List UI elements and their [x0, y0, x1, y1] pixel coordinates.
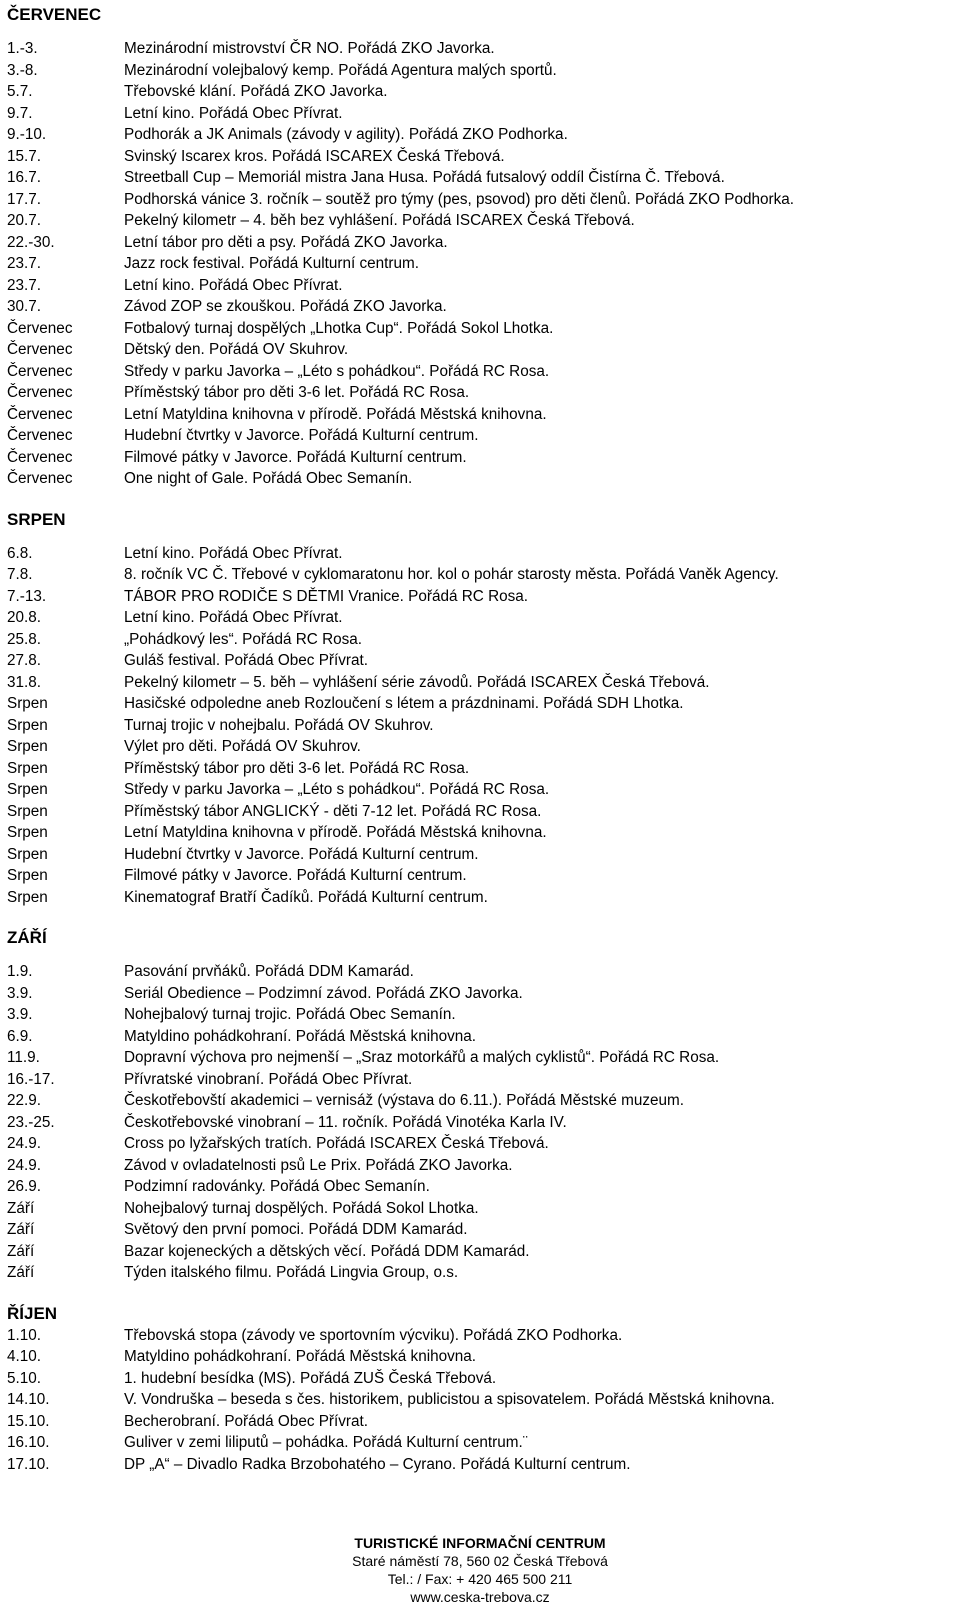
event-description: Podzimní radovánky. Pořádá Obec Semanín. — [124, 1178, 430, 1195]
event-description: Letní tábor pro děti a psy. Pořádá ZKO Javorka. — [124, 233, 448, 251]
event-date: Září — [7, 1221, 35, 1238]
event-date: 16.-17. — [7, 1070, 55, 1088]
event-date: Srpen — [7, 781, 48, 798]
event-date: Srpen — [7, 716, 48, 734]
event-description: Fotbalový turnaj dospělých „Lhotka Cup“. Pořádá Sokol Lhotka. — [124, 319, 554, 337]
event-description: 1. hudební besídka (MS). Pořádá ZUŠ Česká Třebová. — [124, 1369, 497, 1387]
event-row — [7, 543, 947, 565]
event-date: 31.8. — [7, 673, 42, 691]
event-date: Srpen — [7, 824, 48, 841]
event-date: 15.7. — [7, 147, 42, 165]
event-date: 24.9. — [7, 1156, 42, 1174]
event-date: 23.7. — [7, 255, 42, 272]
event-description: Cross po lyžařských tratích. Pořádá ISCAREX Česká Třebová. — [124, 1135, 549, 1152]
event-description: Matyldino pohádkohraní. Pořádá Městská knihovna. — [124, 1027, 477, 1045]
event-date: 1.9. — [7, 963, 33, 980]
event-row — [7, 275, 947, 297]
event-description: Letní kino. Pořádá Obec Přívrat. — [124, 276, 343, 294]
event-date: Červenec — [7, 319, 73, 337]
event-description: Jazz rock festival. Pořádá Kulturní centrum. — [124, 255, 420, 272]
event-description: Guláš festival. Pořádá Obec Přívrat. — [124, 652, 369, 669]
event-date: 16.7. — [7, 169, 42, 186]
event-date: 4.10. — [7, 1348, 42, 1365]
event-description: Becherobraní. Pořádá Obec Přívrat. — [124, 1412, 369, 1430]
event-row — [7, 468, 947, 490]
event-row — [7, 60, 947, 82]
event-description: Nohejbalový turnaj trojic. Pořádá Obec Semanín. — [124, 1006, 456, 1023]
event-description: Letní Matyldina knihovna v přírodě. Pořádá Městská knihovna. — [124, 405, 547, 423]
event-row — [7, 629, 947, 651]
event-description: DP „A“ – Divadlo Radka Brzobohatého – Cyrano. Pořádá Kulturní centrum. — [124, 1455, 631, 1473]
event-row — [7, 564, 947, 586]
event-row — [7, 672, 947, 694]
event-date: 30.7. — [7, 298, 42, 315]
event-description: Příměstský tábor pro děti 3-6 let. Pořádá RC Rosa. — [124, 384, 470, 401]
event-description: 8. ročník VC Č. Třebové v cyklomaratonu hor. kol o pohár starosty města. Pořádá Vaněk Agency. — [124, 566, 779, 583]
event-date: Červenec — [7, 448, 73, 466]
event-date: Srpen — [7, 802, 48, 820]
event-description: Závod ZOP se zkouškou. Pořádá ZKO Javorka. — [124, 298, 447, 315]
event-row — [7, 586, 947, 608]
event-date: 3.9. — [7, 1006, 33, 1023]
event-description: TÁBOR PRO RODIČE S DĚTMI Vranice. Pořádá RC Rosa. — [124, 587, 529, 605]
event-date: 17.7. — [7, 190, 42, 208]
event-row — [7, 779, 947, 801]
event-row — [7, 318, 947, 340]
event-list — [7, 961, 947, 1284]
event-row — [7, 81, 947, 103]
event-description: Bazar kojeneckých a dětských věcí. Pořádá DDM Kamarád. — [124, 1242, 530, 1260]
event-description: Nohejbalový turnaj dospělých. Pořádá Sokol Lhotka. — [124, 1199, 479, 1217]
event-row — [7, 1411, 947, 1433]
event-description: Letní kino. Pořádá Obec Přívrat. — [124, 104, 343, 122]
event-row — [7, 361, 947, 383]
event-row — [7, 167, 947, 189]
event-description: Třebovská stopa (závody ve sportovním výcviku). Pořádá ZKO Podhorka. — [124, 1326, 623, 1344]
event-description: Hudební čtvrtky v Javorce. Pořádá Kulturní centrum. — [124, 845, 479, 863]
event-row — [7, 124, 947, 146]
event-row — [7, 1069, 947, 1091]
event-row — [7, 103, 947, 125]
event-row — [7, 253, 947, 275]
event-row — [7, 693, 947, 715]
event-list — [7, 543, 947, 909]
event-date: Červenec — [7, 470, 73, 487]
event-description: V. Vondruška – beseda s čes. historikem, publicistou a spisovatelem. Pořádá Městská knihovna. — [124, 1391, 775, 1408]
event-description: Filmové pátky v Javorce. Pořádá Kulturní centrum. — [124, 867, 467, 884]
event-date: Srpen — [7, 845, 48, 863]
event-date: 17.10. — [7, 1455, 50, 1473]
event-date: 7.8. — [7, 566, 33, 583]
event-description: Streetball Cup – Memoriál mistra Jana Husa. Pořádá futsalový oddíl Čistírna Č. Třebová. — [124, 169, 725, 186]
event-description: Týden italského filmu. Pořádá Lingvia Group, o.s. — [124, 1264, 459, 1281]
event-description: Mezinárodní volejbalový kemp. Pořádá Agentura malých sportů. — [124, 61, 557, 79]
event-date: 25.8. — [7, 630, 42, 648]
event-description: Turnaj trojic v nohejbalu. Pořádá OV Skuhrov. — [124, 716, 434, 734]
event-description: Třebovské klání. Pořádá ZKO Javorka. — [124, 83, 388, 100]
event-date: 23.7. — [7, 276, 42, 294]
event-description: Českotřebovské vinobraní – 11. ročník. Pořádá Vinotéka Karla IV. — [124, 1113, 567, 1131]
event-row — [7, 715, 947, 737]
event-description: Matyldino pohádkohraní. Pořádá Městská knihovna. — [124, 1348, 477, 1365]
event-description: Kinematograf Bratří Čadíků. Pořádá Kulturní centrum. — [124, 888, 488, 906]
event-description: Letní Matyldina knihovna v přírodě. Pořádá Městská knihovna. — [124, 824, 547, 841]
event-description: Výlet pro děti. Pořádá OV Skuhrov. — [124, 738, 361, 755]
event-date: 22.-30. — [7, 233, 55, 251]
event-date: 14.10. — [7, 1391, 50, 1408]
event-row — [7, 983, 947, 1005]
event-description: Středy v parku Javorka – „Léto s pohádkou“. Pořádá RC Rosa. — [124, 362, 550, 380]
event-description: Hasičské odpoledne aneb Rozloučení s létem a prázdninami. Pořádá SDH Lhotka. — [124, 695, 684, 712]
event-date: 23.-25. — [7, 1113, 55, 1131]
month-heading: ZÁŘÍ — [7, 928, 47, 947]
event-date: 22.9. — [7, 1092, 42, 1109]
footer-address: Staré náměstí 78, 560 02 Česká Třebová — [352, 1553, 608, 1569]
event-row — [7, 1090, 947, 1112]
event-description: Filmové pátky v Javorce. Pořádá Kulturní centrum. — [124, 448, 467, 466]
event-description: Příměstský tábor pro děti 3-6 let. Pořádá RC Rosa. — [124, 759, 470, 777]
footer-phone: Tel.: / Fax: + 420 465 500 211 — [387, 1571, 573, 1587]
event-date: Červenec — [7, 341, 73, 358]
event-date: Září — [7, 1264, 35, 1281]
event-description: Pekelný kilometr – 4. běh bez vyhlášení. Pořádá ISCAREX Česká Třebová. — [124, 212, 635, 229]
event-list — [7, 1325, 947, 1476]
event-description: One night of Gale. Pořádá Obec Semanín. — [124, 470, 413, 487]
month-heading: SRPEN — [7, 509, 66, 529]
event-date: 1.-3. — [7, 40, 38, 57]
event-description: Seriál Obedience – Podzimní závod. Pořádá ZKO Javorka. — [124, 984, 523, 1002]
event-date: 20.7. — [7, 212, 42, 229]
event-description: Českotřebovští akademici – vernisáž (výstava do 6.11.). Pořádá Městské muzeum. — [124, 1092, 684, 1109]
event-row — [7, 1262, 947, 1284]
event-row — [7, 1198, 947, 1220]
event-row — [7, 961, 947, 983]
event-date: Září — [7, 1199, 35, 1217]
event-row — [7, 607, 947, 629]
event-list — [7, 38, 947, 490]
month-section-rijen — [7, 1303, 947, 1476]
event-row — [7, 1325, 947, 1347]
event-row — [7, 425, 947, 447]
event-row — [7, 146, 947, 168]
event-row — [7, 1241, 947, 1263]
event-row — [7, 1176, 947, 1198]
month-heading: ČERVENEC — [7, 5, 102, 24]
event-date: Srpen — [7, 888, 48, 906]
event-row — [7, 801, 947, 823]
event-description: Dětský den. Pořádá OV Skuhrov. — [124, 341, 349, 358]
event-row — [7, 1026, 947, 1048]
month-section-srpen — [7, 509, 947, 909]
event-date: Září — [7, 1242, 35, 1260]
event-row — [7, 736, 947, 758]
event-description: Letní kino. Pořádá Obec Přívrat. — [124, 609, 343, 626]
event-row — [7, 865, 947, 887]
event-description: Světový den první pomoci. Pořádá DDM Kamarád. — [124, 1221, 468, 1238]
event-description: Pekelný kilometr – 5. běh – vyhlášení série závodů. Pořádá ISCAREX Česká Třebová. — [124, 673, 710, 691]
event-date: 3.9. — [7, 984, 33, 1002]
footer-website[interactable]: www.ceska-trebova.cz — [410, 1589, 550, 1605]
event-description: Příměstský tábor ANGLICKÝ - děti 7-12 let. Pořádá RC Rosa. — [124, 802, 542, 820]
event-description: „Pohádkový les“. Pořádá RC Rosa. — [124, 630, 363, 648]
event-date: 24.9. — [7, 1135, 42, 1152]
event-row — [7, 1004, 947, 1026]
event-description: Pasování prvňáků. Pořádá DDM Kamarád. — [124, 963, 414, 980]
event-description: Podhorák a JK Animals (závody v agility). Pořádá ZKO Podhorka. — [124, 126, 568, 143]
event-description: Přívratské vinobraní. Pořádá Obec Přívrat. — [124, 1070, 413, 1088]
event-row — [7, 822, 947, 844]
event-row — [7, 382, 947, 404]
month-section-cervenec — [7, 4, 947, 490]
event-row — [7, 296, 947, 318]
event-row — [7, 339, 947, 361]
event-description: Letní kino. Pořádá Obec Přívrat. — [124, 544, 343, 562]
event-row — [7, 1133, 947, 1155]
event-date: 5.7. — [7, 83, 33, 100]
event-row — [7, 447, 947, 469]
event-date: Srpen — [7, 695, 48, 712]
event-date: 6.9. — [7, 1027, 33, 1045]
event-row — [7, 1368, 947, 1390]
event-row — [7, 232, 947, 254]
event-date: 11.9. — [7, 1049, 40, 1066]
event-row — [7, 1112, 947, 1134]
event-date: Červenec — [7, 405, 73, 423]
event-description: Guliver v zemi liliputů – pohádka. Pořádá Kulturní centrum.¨ — [124, 1434, 528, 1451]
event-row — [7, 650, 947, 672]
event-description: Podhorská vánice 3. ročník – soutěž pro týmy (pes, psovod) pro děti členů. Pořádá ZKO Podhorka. — [124, 190, 795, 208]
event-date: 6.8. — [7, 544, 33, 562]
event-row — [7, 38, 947, 60]
event-row — [7, 1454, 947, 1476]
event-row — [7, 1432, 947, 1454]
footer-contact — [0, 1534, 960, 1606]
month-heading: ŘÍJEN — [7, 1303, 58, 1323]
event-row — [7, 210, 947, 232]
event-row — [7, 758, 947, 780]
event-description: Mezinárodní mistrovství ČR NO. Pořádá ZKO Javorka. — [124, 40, 495, 57]
event-row — [7, 404, 947, 426]
event-row — [7, 844, 947, 866]
event-date: Srpen — [7, 738, 48, 755]
event-date: Srpen — [7, 759, 48, 777]
event-date: 15.10. — [7, 1412, 50, 1430]
event-date: Červenec — [7, 427, 73, 444]
event-date: 9.7. — [7, 104, 33, 122]
event-description: Hudební čtvrtky v Javorce. Pořádá Kulturní centrum. — [124, 427, 479, 444]
month-section-zari — [7, 927, 947, 1284]
event-row — [7, 887, 947, 909]
event-date: 1.10. — [7, 1326, 42, 1344]
event-row — [7, 1155, 947, 1177]
event-date: 7.-13. — [7, 587, 47, 605]
event-date: 16.10. — [7, 1434, 50, 1451]
event-description: Středy v parku Javorka – „Léto s pohádkou“. Pořádá RC Rosa. — [124, 781, 550, 798]
event-row — [7, 1219, 947, 1241]
event-date: 27.8. — [7, 652, 42, 669]
event-date: Červenec — [7, 362, 73, 380]
event-date: 26.9. — [7, 1178, 42, 1195]
footer-title: TURISTICKÉ INFORMAČNÍ CENTRUM — [354, 1535, 606, 1551]
event-description: Dopravní výchova pro nejmenší – „Sraz motorkářů a malých cyklistů“. Pořádá RC Rosa. — [124, 1049, 720, 1066]
event-date: Červenec — [7, 384, 73, 401]
event-description: Závod v ovladatelnosti psů Le Prix. Pořádá ZKO Javorka. — [124, 1156, 513, 1174]
event-row — [7, 1389, 947, 1411]
event-date: 20.8. — [7, 609, 42, 626]
event-row — [7, 1346, 947, 1368]
event-date: Srpen — [7, 867, 48, 884]
event-row — [7, 189, 947, 211]
event-description: Svinský Iscarex kros. Pořádá ISCAREX Česká Třebová. — [124, 147, 505, 165]
event-date: 5.10. — [7, 1369, 42, 1387]
event-date: 9.-10. — [7, 126, 47, 143]
event-date: 3.-8. — [7, 61, 38, 79]
event-row — [7, 1047, 947, 1069]
event-calendar — [7, 4, 947, 1475]
